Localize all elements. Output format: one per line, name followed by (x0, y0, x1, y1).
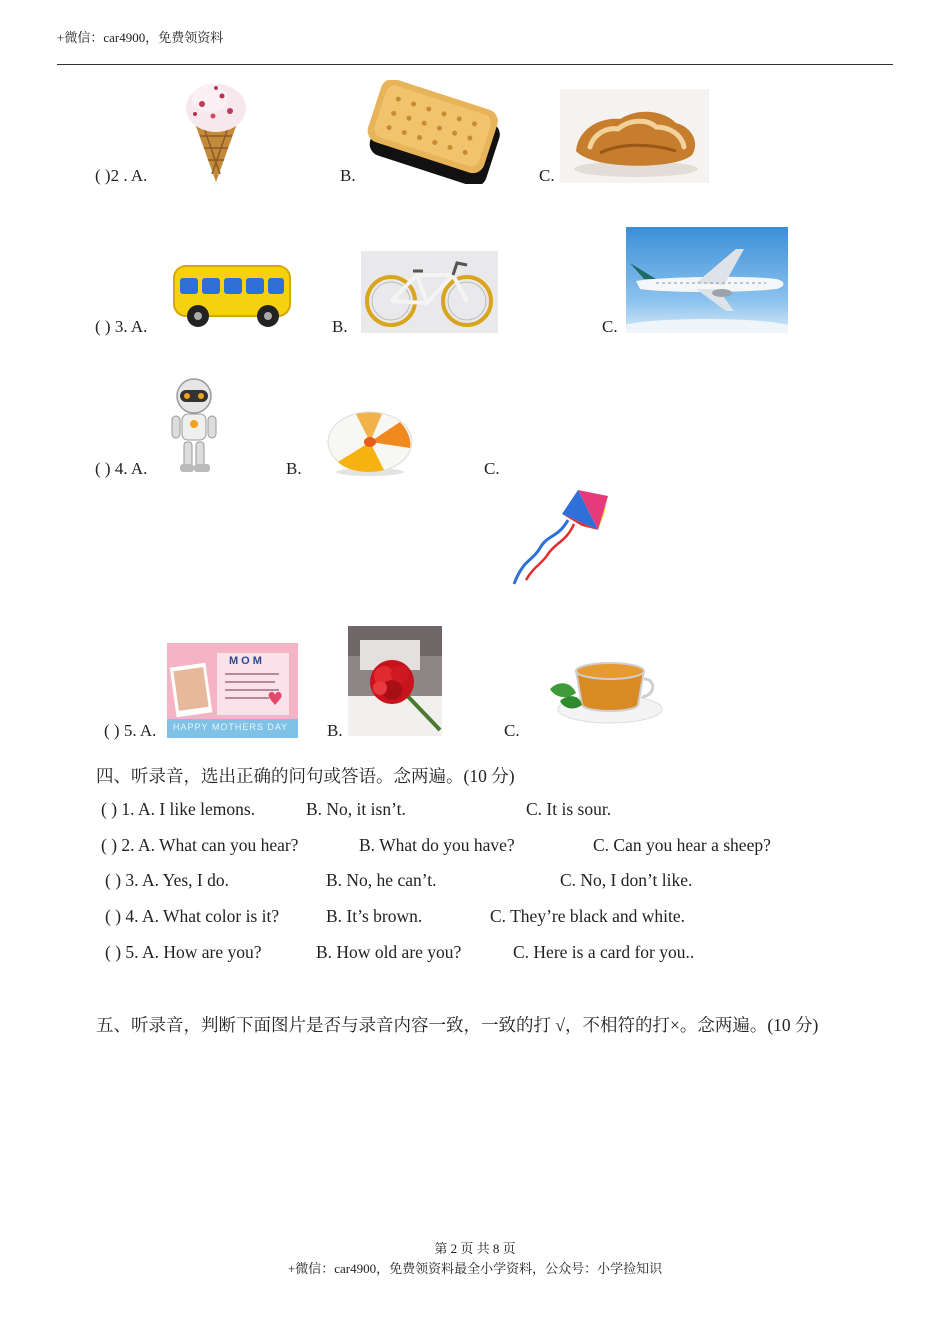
s4-q1-a: ( ) 1. A. I like lemons. (101, 799, 256, 819)
q3-option-b: B. (332, 317, 348, 336)
q3-option-c: C. (602, 317, 618, 336)
section4-title: 四、听录音，选出正确的问句或答语。念两遍。(10 分) (96, 766, 515, 786)
bread-picture (560, 89, 709, 183)
mothers-day-card-picture: MOM ♥ HAPPY MOTHERS DAY (167, 643, 298, 738)
q4-number: ( ) 4. A. (95, 459, 148, 478)
s4-q2-b: B. What do you have? (359, 835, 515, 855)
header-rule (57, 64, 893, 65)
s4-q3-a: ( ) 3. A. Yes, I do. (105, 870, 229, 890)
bicycle-picture (361, 251, 498, 333)
q2-option-b: B. (340, 166, 356, 185)
airplane-picture (626, 227, 788, 333)
s4-q3-b: B. No, he can’t. (326, 870, 437, 890)
q2-number: ( )2 . A. (95, 166, 148, 185)
tea-picture (546, 649, 663, 726)
s4-q5-a: ( ) 5. A. How are you? (105, 942, 262, 962)
s4-q4-b: B. It’s brown. (326, 906, 423, 926)
robot-picture (166, 376, 222, 476)
q5-number: ( ) 5. A. (104, 721, 157, 740)
card-mom-text: MOM (229, 655, 265, 667)
s4-q4-c: C. They’re black and white. (490, 906, 686, 926)
card-banner-text: HAPPY MOTHERS DAY (173, 722, 289, 732)
s4-q5-b: B. How old are you? (316, 942, 462, 962)
q3-number: ( ) 3. A. (95, 317, 148, 336)
q2-option-c: C. (539, 166, 555, 185)
q5-option-b: B. (327, 721, 343, 740)
s4-q2-a: ( ) 2. A. What can you hear? (101, 835, 299, 855)
q4-option-b: B. (286, 459, 302, 478)
s4-q1-b: B. No, it isn’t. (306, 799, 406, 819)
ball-picture (326, 408, 414, 478)
s4-q5-c: C. Here is a card for you.. (513, 942, 695, 962)
q5-option-c: C. (504, 721, 520, 740)
kite-picture (508, 488, 610, 588)
carnation-picture (348, 626, 442, 736)
s4-q4-a: ( ) 4. A. What color is it? (105, 906, 280, 926)
s4-q1-c: C. It is sour. (526, 799, 612, 819)
section5-title: 五、听录音，判断下面图片是否与录音内容一致，一致的打 √，不相符的打×。念两遍。(10 分) (96, 1015, 819, 1035)
bus-picture (170, 258, 294, 330)
s4-q3-c: C. No, I don’t like. (560, 870, 693, 890)
footer-text: +微信：car4900，免费领资料最全小学资料，公众号：小学捡知识 (287, 1261, 663, 1276)
q4-option-c: C. (484, 459, 500, 478)
header-text: +微信：car4900，免费领资料 (57, 30, 224, 45)
biscuit-picture (362, 80, 508, 184)
ice-cream-picture (180, 78, 252, 184)
footer-page-number: 第 2 页 共 8 页 (434, 1241, 516, 1256)
s4-q2-c: C. Can you hear a sheep? (593, 835, 771, 855)
